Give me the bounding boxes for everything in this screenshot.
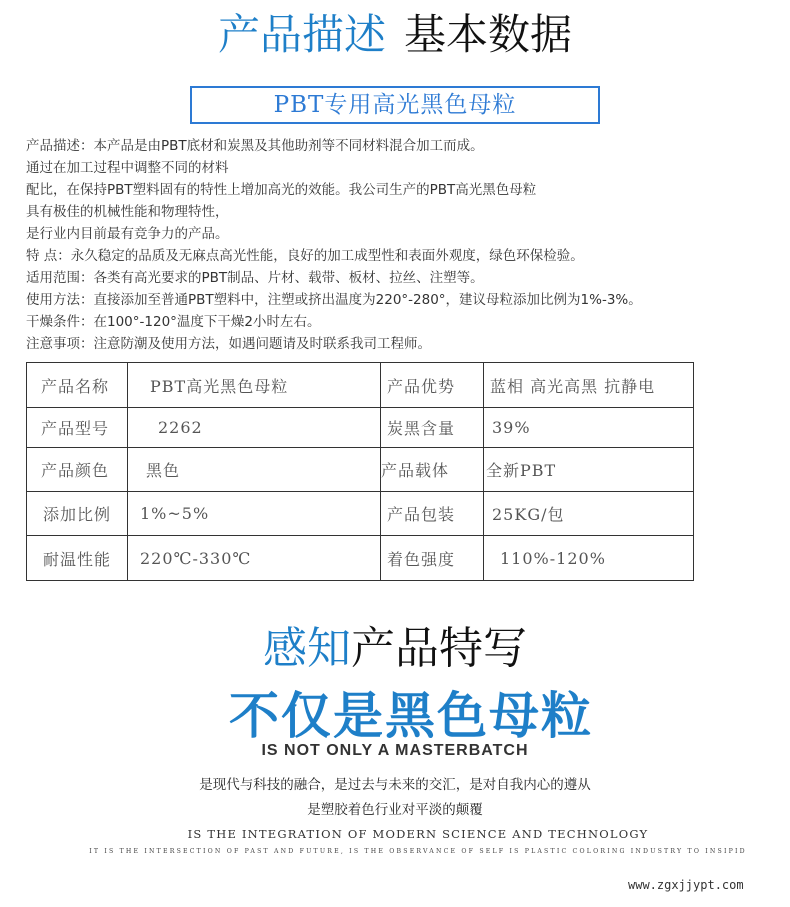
desc-line: 具有极佳的机械性能和物理特性， xyxy=(26,204,229,220)
spec-value: 110%-120% xyxy=(484,536,694,581)
english-tagline-small: IT IS THE INTERSECTION OF PAST AND FUTURE, IS THE OBSERVANCE OF SELF IS PLASTIC COLORING INDUSTRY TO INSIPID xyxy=(89,848,747,855)
desc-line: 特 点：永久稳定的品质及无麻点高光性能，良好的加工成型性和表面外观度，绿色环保检验。 xyxy=(26,248,584,264)
spec-value: 全新PBT xyxy=(484,448,694,492)
title-product-description: 产品描述 xyxy=(217,10,386,59)
spec-value: 2262 xyxy=(128,408,381,448)
table-row xyxy=(27,448,694,492)
spec-value: 39% xyxy=(484,408,694,448)
spec-value: PBT高光黑色母粒 xyxy=(128,363,381,408)
spec-key: 产品名称 xyxy=(27,363,128,408)
desc-line: 配比，在保持PBT塑料固有的特性上增加高光的效能。我公司生产的PBT高光黑色母粒 xyxy=(26,182,537,198)
product-name-box: PBT专用高光黑色母粒 xyxy=(190,86,600,124)
desc-line: 干燥条件：在100°-120°温度下干燥2小时左右。 xyxy=(26,314,321,330)
spec-key: 产品优势 xyxy=(381,363,484,408)
table-row xyxy=(27,536,694,581)
spec-value: 黑色 xyxy=(128,448,381,492)
english-tagline: IS THE INTEGRATION OF MODERN SCIENCE AND TECHNOLOGY xyxy=(187,827,649,841)
desc-line: 使用方法：直接添加至普通PBT塑料中，注塑或挤出温度为220°-280°，建议母粒添加比例为1%-3%。 xyxy=(26,292,642,308)
spec-key: 产品包装 xyxy=(381,492,484,536)
section-title xyxy=(0,8,790,62)
table-row xyxy=(27,363,694,408)
spec-key: 炭黑含量 xyxy=(381,408,484,448)
spec-key: 着色强度 xyxy=(381,536,484,581)
product-description xyxy=(26,135,776,355)
spec-key: 产品型号 xyxy=(27,408,128,448)
feature-title-blue: 感知 xyxy=(263,623,351,674)
table-row xyxy=(27,408,694,448)
slogan-english: IS NOT ONLY A MASTERBATCH xyxy=(261,742,529,759)
spec-value: 蓝相 高光高黑 抗静电 xyxy=(484,363,694,408)
spec-value: 1%~5% xyxy=(128,492,381,536)
feature-title-dark: 产品特写 xyxy=(351,623,527,674)
desc-line: 产品描述：本产品是由PBT底材和炭黑及其他助剂等不同材料混合加工而成。 xyxy=(26,138,484,154)
spec-key: 产品载体 xyxy=(381,448,484,492)
desc-line: 是行业内目前最有竞争力的产品。 xyxy=(26,226,229,242)
desc-line: 通过在加工过程中调整不同的材料 xyxy=(26,160,229,176)
slogan: 不仅是黑色母粒 xyxy=(229,687,593,745)
table-row xyxy=(27,492,694,536)
tagline-line: 是塑胶着色行业对平淡的颠覆 xyxy=(307,802,483,818)
title-basic-data: 基本数据 xyxy=(404,10,573,59)
watermark-url: www.zgxjjypt.com xyxy=(628,878,744,892)
desc-line: 注意事项：注意防潮及使用方法，如遇问题请及时联系我司工程师。 xyxy=(26,336,431,352)
tagline-line: 是现代与科技的融合，是过去与未来的交汇，是对自我内心的遵从 xyxy=(199,777,591,793)
spec-key: 耐温性能 xyxy=(27,536,128,581)
feature-title xyxy=(0,622,790,676)
spec-key: 添加比例 xyxy=(27,492,128,536)
spec-value: 25KG/包 xyxy=(484,492,694,536)
spec-table xyxy=(26,362,694,581)
spec-value: 220℃-330℃ xyxy=(128,536,381,581)
desc-line: 适用范围：各类有高光要求的PBT制品、片材、载带、板材、拉丝、注塑等。 xyxy=(26,270,484,286)
spec-key: 产品颜色 xyxy=(27,448,128,492)
